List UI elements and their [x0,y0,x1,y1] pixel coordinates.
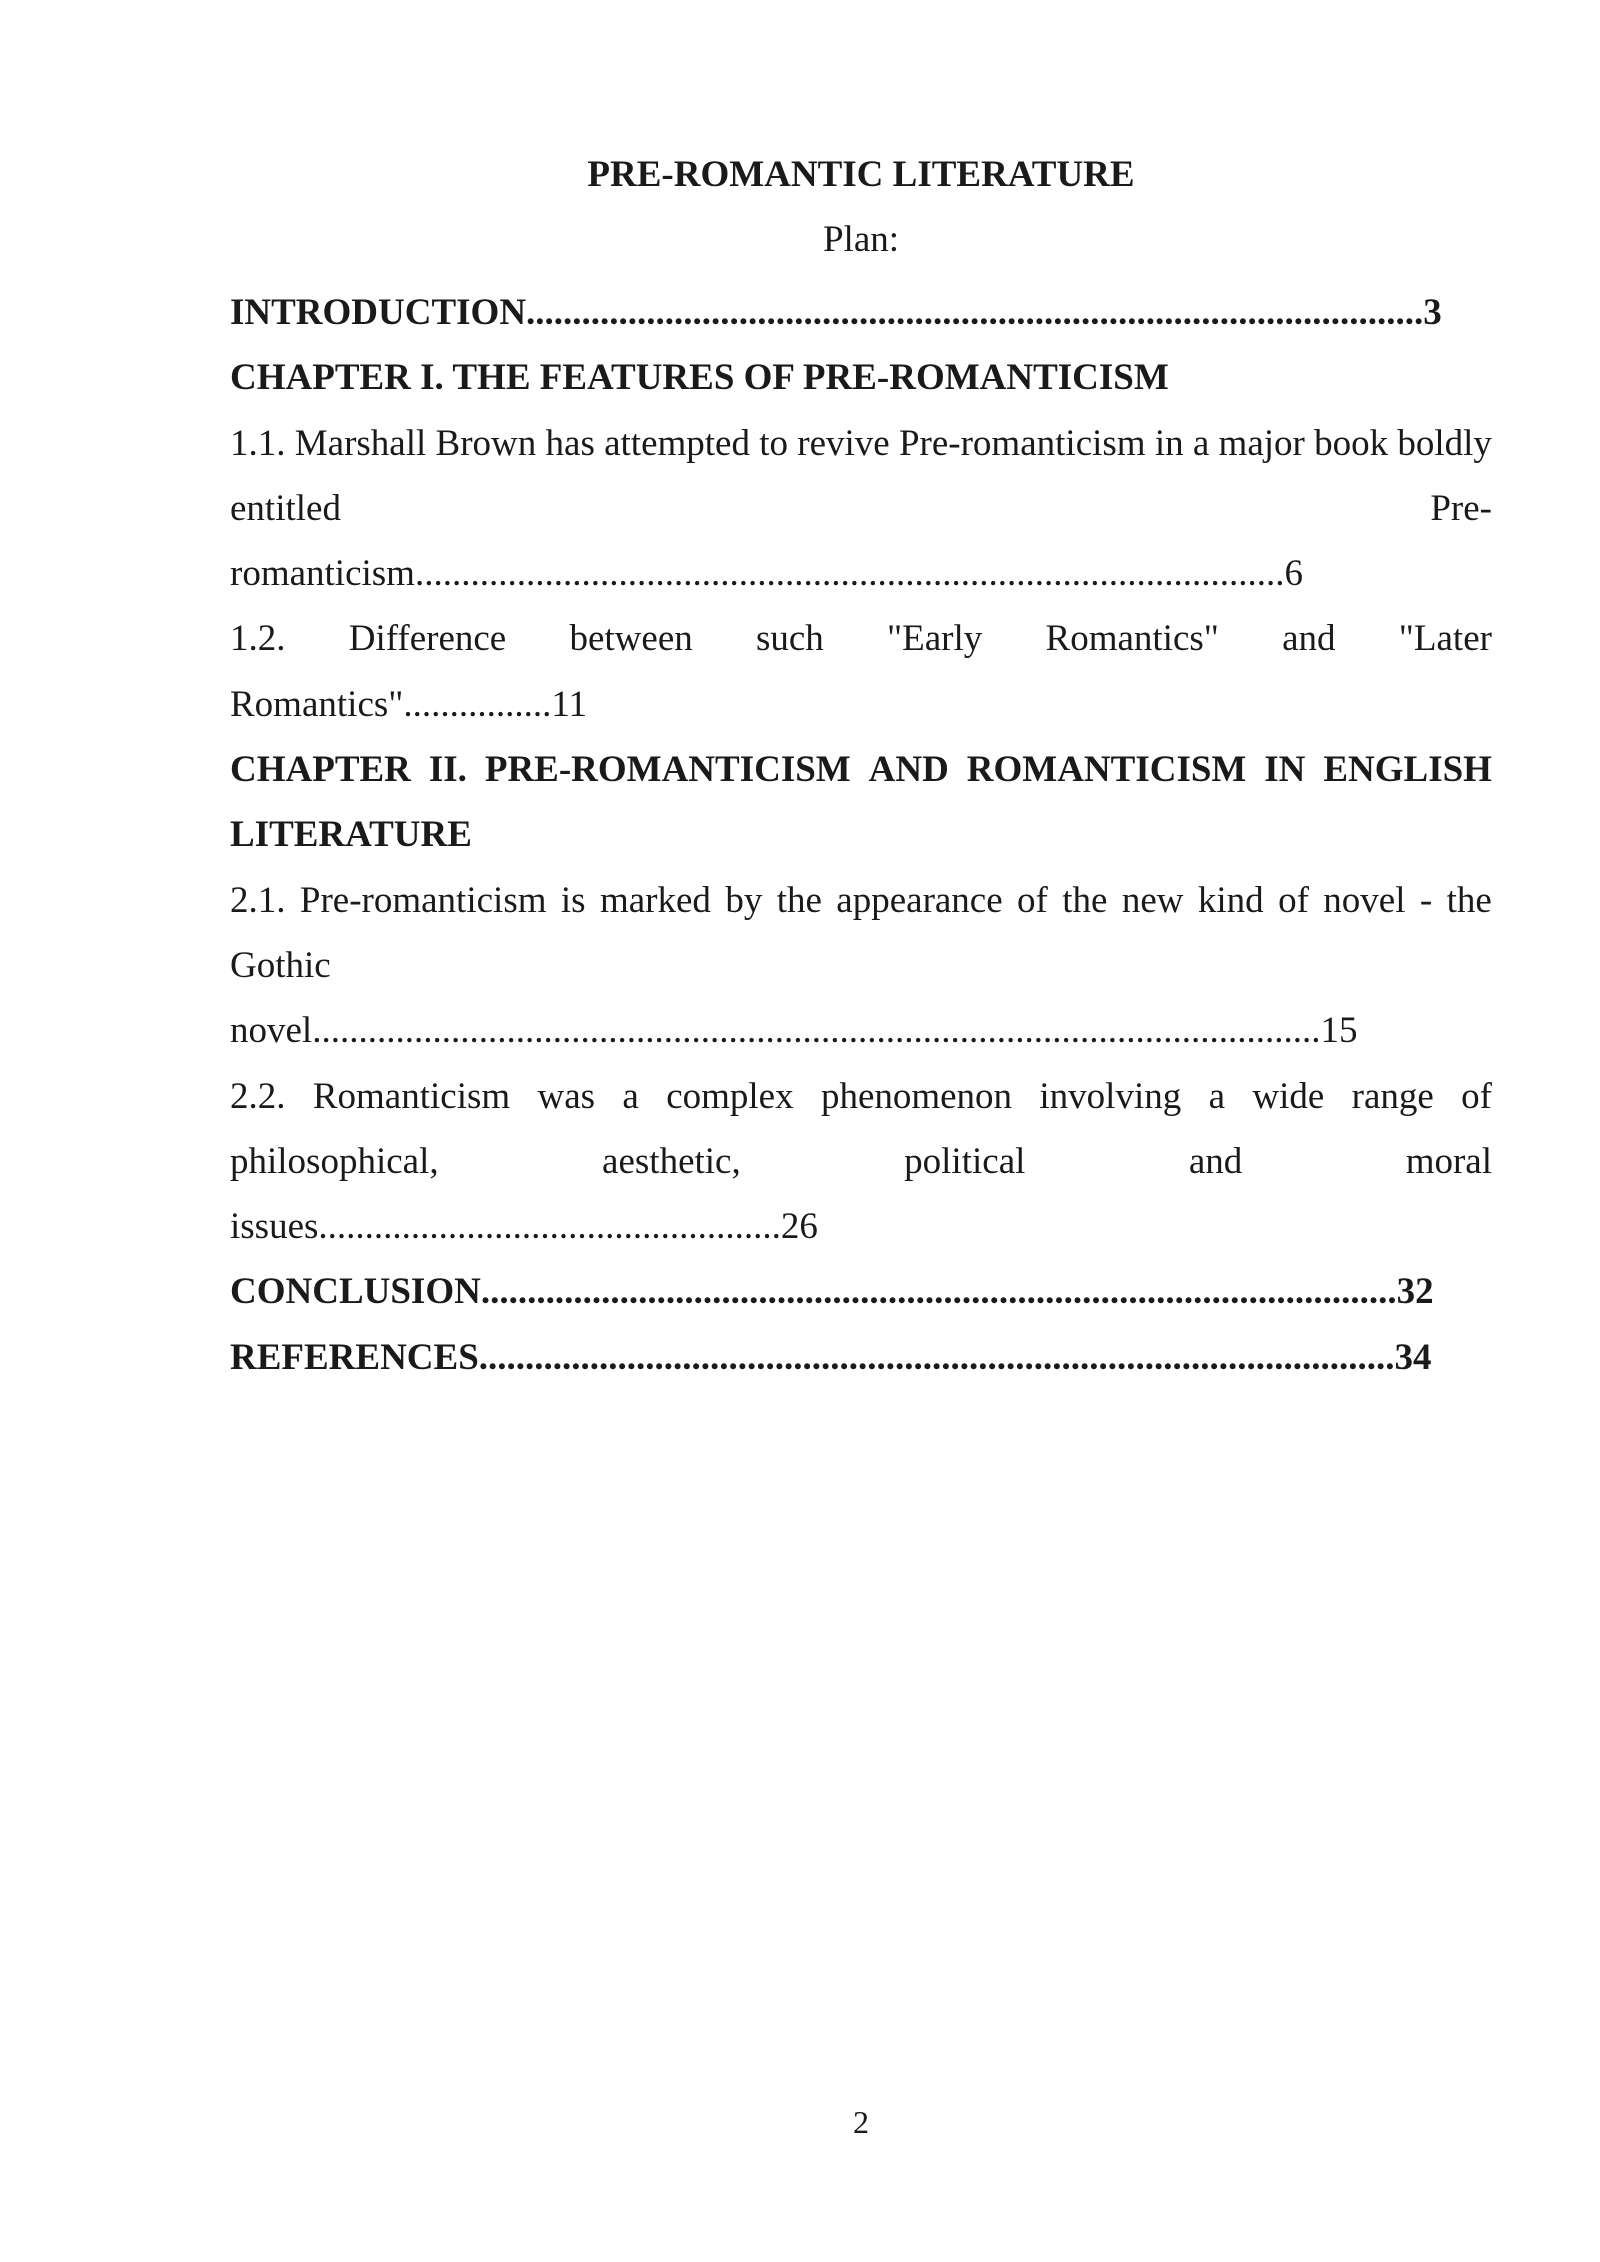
toc-word: the [1446,879,1492,921]
toc-word: wide [1252,1075,1325,1117]
toc-word: ENGLISH [1323,749,1492,791]
toc-entry-1-2-line2 [230,672,1492,737]
toc-word: between [569,618,693,660]
toc-word: "Early [887,618,983,660]
toc-page-number: 15 [1320,1010,1358,1052]
toc-page-number: 32 [1396,1271,1434,1313]
toc-label: romanticism [230,553,415,595]
toc-word: complex [666,1075,794,1117]
toc-leader-dots: ................ [403,683,552,725]
toc-entry-conclusion [230,1259,1492,1324]
toc-word: the [776,879,822,921]
toc-word: CHAPTER [230,749,411,791]
toc-word: PRE-ROMANTICISM [484,749,851,791]
toc-entry-1-1-line1 [230,411,1492,476]
toc-word: appearance [836,879,1003,921]
toc-text: Pre- [1430,487,1492,529]
toc-leader-dots: ............................................................................................................. [312,1010,1321,1052]
toc-word: moral [1405,1140,1492,1182]
toc-page-number: 11 [551,683,588,725]
toc-word: 2.1. [230,879,286,921]
toc-page-number: 26 [780,1206,818,1248]
toc-entry-2-2-line3 [230,1194,1492,1259]
toc-word: and [1282,618,1336,660]
toc-word: marked [599,879,711,921]
toc-word: has [545,422,595,464]
toc-word: such [755,618,824,660]
toc-word: a [1208,1075,1226,1117]
toc-word: book [1314,422,1389,464]
toc-word: was [537,1075,596,1117]
toc-word: Pre-romanticism [299,879,547,921]
toc-word: IN [1264,749,1306,791]
page-number: 2 [853,2104,869,2140]
toc-word: - [1419,879,1433,921]
toc-word: II. [428,749,467,791]
toc-word: Pre-romanticism [898,422,1146,464]
toc-chapter-1-heading: CHAPTER I. THE FEATURES OF PRE-ROMANTICISM [230,357,1169,399]
toc-entry-1-2-line1 [230,606,1492,671]
document-title: PRE-ROMANTIC LITERATURE [587,154,1135,195]
toc-word: a [622,1075,639,1117]
toc-word: a [1192,422,1210,464]
toc-word: Brown [435,422,537,464]
toc-entry-2-2-line2 [230,1129,1492,1194]
toc-label: INTRODUCTION [230,292,527,333]
toc-word: of [1278,879,1309,921]
toc-entry-2-1-line3 [230,998,1492,1063]
toc-word: attempted [604,422,750,464]
toc-leader-dots: ................................................................................................... [478,1336,1395,1378]
toc-word: kind [1197,879,1264,921]
toc-entry-introduction [230,280,1492,345]
toc-chapter-2-heading-line1 [230,737,1492,802]
toc-entry-1-1-line2 [230,476,1492,541]
toc-label: Romantics" [230,683,404,725]
toc-leader-dots: ................................................................................................... [480,1271,1397,1313]
toc-word: of [1461,1075,1492,1117]
toc-word: 1.2. [230,618,286,660]
toc-entry-2-1-line1 [230,868,1492,933]
toc-label: CONCLUSION [230,1271,481,1313]
toc-word: Romanticism [312,1075,511,1117]
toc-word: political [904,1140,1026,1182]
toc-word: new [1121,879,1184,921]
toc-word: philosophical, [230,1140,439,1182]
toc-word: Marshall [294,422,427,464]
toc-word: 2.2. [230,1075,286,1117]
toc-word: AND [868,749,949,791]
toc-page-number: 6 [1284,553,1303,595]
toc-entry-2-2-line1 [230,1064,1492,1129]
toc-word: is [560,879,586,921]
toc-word: and [1188,1140,1243,1182]
toc-word: ROMANTICISM [966,749,1247,791]
toc-word: range [1351,1075,1434,1117]
toc-label: REFERENCES [230,1336,479,1378]
toc-page-number: 34 [1394,1336,1432,1378]
toc-word: boldly [1397,422,1492,464]
toc-word: involving [1039,1075,1182,1117]
toc-word: revive [797,422,890,464]
toc-leader-dots: .................................................. [318,1206,781,1248]
toc-word: "Later [1398,618,1492,660]
toc-word: in [1154,422,1184,464]
toc-entry-1-1-line3 [230,541,1492,606]
table-of-contents [230,280,1492,1390]
toc-word: of [1017,879,1048,921]
plan-heading: Plan: [822,219,900,260]
toc-leader-dots: .............................................................................................. [414,553,1285,595]
toc-leader-dots: ................................................................................................. [526,292,1424,333]
toc-word: aesthetic, [602,1140,741,1182]
toc-word: by [725,879,763,921]
toc-entry-references [230,1325,1492,1390]
toc-word: novel [1323,879,1406,921]
toc-text: entitled [230,487,341,529]
toc-entry-2-1-line2: Gothic [230,944,331,986]
toc-chapter-2-heading-line2: LITERATURE [230,814,472,856]
toc-word: 1.1. [230,422,286,464]
toc-label: issues [230,1206,319,1248]
toc-word: to [759,422,789,464]
toc-word: phenomenon [820,1075,1013,1117]
toc-word: Difference [348,618,507,660]
toc-label: novel [230,1010,313,1052]
toc-word: Romantics" [1045,618,1219,660]
toc-page-number: 3 [1423,292,1442,333]
toc-word: the [1062,879,1108,921]
toc-word: major [1218,422,1305,464]
